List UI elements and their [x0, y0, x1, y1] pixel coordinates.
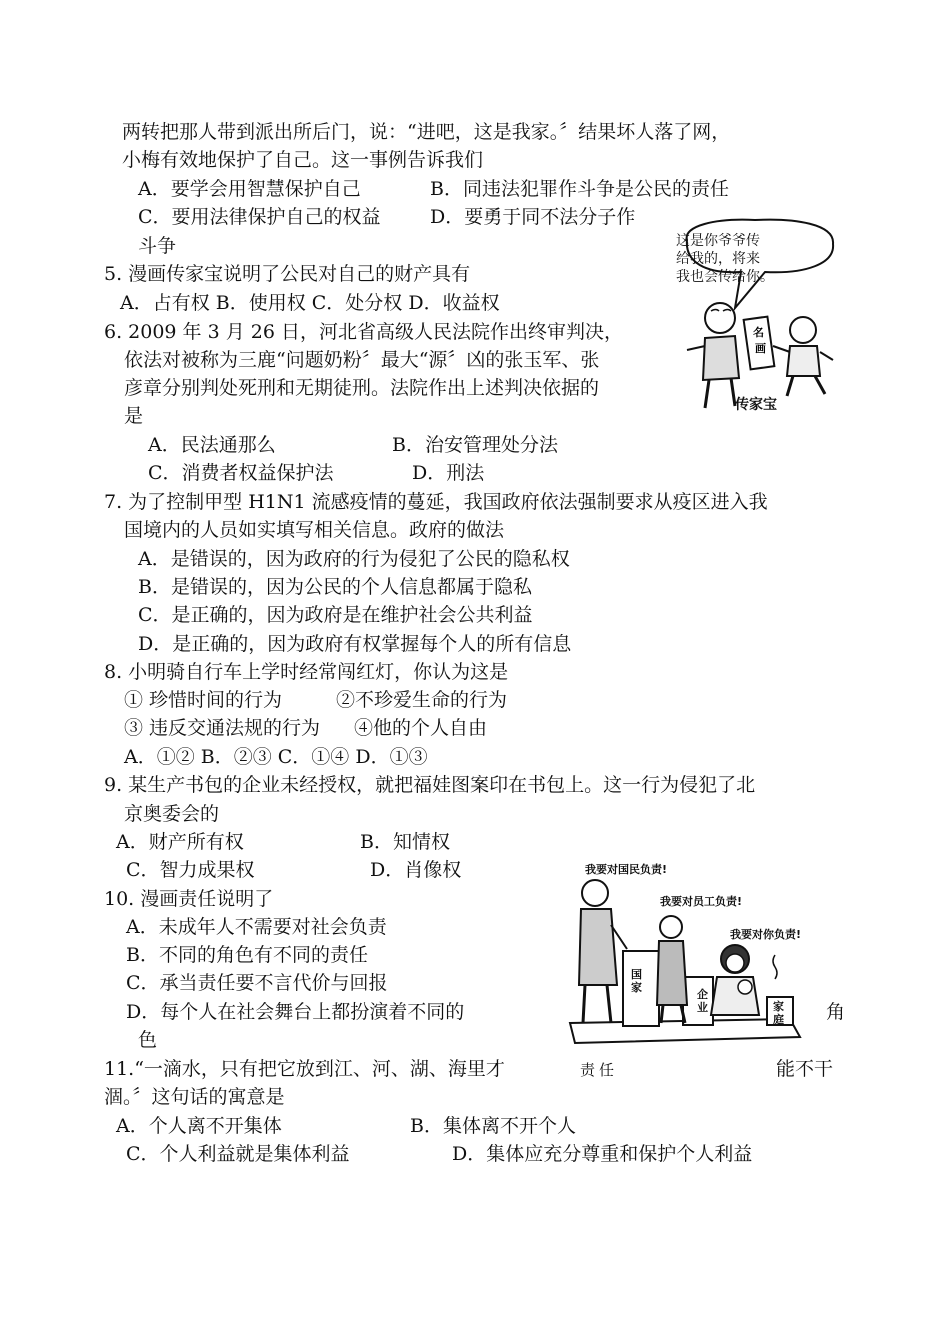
state-label-1: 国 — [631, 968, 642, 981]
child-head — [790, 317, 816, 343]
company-label-2: 业 — [697, 1001, 708, 1014]
q9-line2: 京奥委会的 — [124, 803, 220, 825]
responsibility-speech-3: 我要对你负责! — [730, 928, 802, 941]
family-label-1: 家 — [773, 1000, 784, 1013]
q8-stem: 8. 小明骑自行车上学时经常闯红灯，你认为这是 — [104, 661, 509, 683]
responsibility-caption: 责任 — [580, 1061, 619, 1079]
q10-option-d-continued: 色 — [138, 1029, 158, 1051]
q7-option-b: B．是错误的，因为公民的个人信息都属于隐私 — [138, 576, 532, 598]
q4-option-d-continued: 斗争 — [138, 235, 177, 257]
heirloom-speech-line2: 给我的，将来 — [676, 251, 760, 267]
baby-icon — [738, 980, 752, 994]
q5-options: A．占有权 B．使用权 C．处分权 D．收益权 — [120, 292, 500, 314]
q11-line1: 11.“一滴水，只有把它放到江、河、湖、海里才 — [104, 1058, 505, 1080]
q11-option-c: C．个人利益就是集体利益 — [126, 1143, 350, 1165]
q9-option-a: A．财产所有权 — [116, 831, 244, 853]
q11-option-d: D．集体应充分尊重和保护个人利益 — [452, 1143, 753, 1165]
q6-option-a: A．民法通那么 — [148, 434, 276, 456]
steam-icon — [773, 955, 777, 979]
q8-item-1: ① 珍惜时间的行为 — [124, 689, 283, 711]
state-label-2: 家 — [631, 981, 642, 994]
q6-option-d: D．刑法 — [412, 462, 485, 484]
state-figure-head — [582, 880, 608, 906]
father-body — [703, 336, 739, 380]
q7-option-a: A．是错误的，因为政府的行为侵犯了公民的隐私权 — [138, 548, 570, 570]
q10-stem: 10. 漫画责任说明了 — [104, 888, 274, 910]
q10-option-c: C．承当责任要不言代价与回报 — [126, 972, 388, 994]
q6-line3: 彦章分别判处死刑和无期徒刑。法院作出上述判决依据的 — [124, 377, 600, 399]
q7-option-c: C．是正确的，因为政府是在维护社会公共利益 — [138, 604, 533, 626]
q6-line4: 是 — [124, 405, 144, 427]
heirloom-speech-line3: 我也会传给你。 — [676, 269, 774, 285]
father-head — [705, 303, 735, 333]
q8-item-3: ③ 违反交通法规的行为 — [124, 717, 321, 739]
q4-option-d: D．要勇于同不法分子作 — [430, 206, 636, 228]
heirloom-caption: 传家宝 — [735, 397, 777, 413]
q4-line2: 小梅有效地保护了自己。这一事例告诉我们 — [122, 149, 484, 171]
q10-option-a: A．未成年人不需要对社会负责 — [126, 916, 387, 938]
state-figure-body — [579, 909, 617, 985]
family-label-2: 庭 — [773, 1013, 784, 1026]
q10-option-d: D．每个人在社会舞台上都扮演着不同的 — [126, 1001, 465, 1023]
q4-line1: 两转把那人带到派出所后门，说：“进吧，这是我家。〞结果坏人落了网， — [122, 121, 731, 143]
q11-option-a: A．个人离不开集体 — [116, 1115, 282, 1137]
responsibility-speech-2: 我要对员工负责! — [660, 895, 743, 908]
q8-options: A．①② B．②③ C．①④ D．①③ — [124, 746, 428, 768]
child-body — [787, 346, 820, 376]
q8-item-2: ②不珍爱生命的行为 — [336, 689, 508, 711]
q9-option-b: B．知情权 — [360, 831, 450, 853]
q6-line1: 6. 2009 年 3 月 26 日，河北省高级人民法院作出终审判决， — [104, 321, 623, 343]
q5-stem: 5. 漫画传家宝说明了公民对自己的财产具有 — [104, 263, 471, 285]
family-figure-head — [726, 954, 744, 972]
q9-option-c: C．智力成果权 — [126, 859, 255, 881]
q11-line1-tail: 能不干 — [776, 1058, 834, 1080]
q9-option-d: D．肖像权 — [370, 859, 462, 881]
q7-option-d: D．是正确的，因为政府有权掌握每个人的所有信息 — [138, 633, 572, 655]
q10-option-b: B．不同的角色有不同的责任 — [126, 944, 368, 966]
company-figure-head — [660, 916, 682, 938]
heirloom-speech-line1: 这是你爷爷传 — [676, 233, 760, 249]
q10-option-d-tail: 角 — [826, 1001, 846, 1023]
scroll-text-1: 名 — [753, 326, 764, 339]
q11-option-b: B．集体离不开个人 — [410, 1115, 576, 1137]
responsibility-speech-1: 我要对国民负责! — [585, 863, 668, 876]
q7-line1: 7. 为了控制甲型 H1N1 流感疫情的蔓延，我国政府依法强制要求从疫区进入我 — [104, 491, 768, 513]
family-figure-body — [711, 977, 759, 1015]
q4-option-c: C．要用法律保护自己的权益 — [138, 206, 381, 228]
q4-option-a: A．要学会用智慧保护自己 — [138, 178, 361, 200]
q6-line2: 依法对被称为三鹿“问题奶粉〞最大“源〞凶的张玉军、张 — [124, 349, 600, 371]
company-figure-body — [657, 941, 687, 1005]
q6-option-c: C．消费者权益保护法 — [148, 462, 334, 484]
scroll-text-2: 画 — [755, 342, 766, 355]
q8-item-4: ④他的个人自由 — [354, 717, 488, 739]
company-label-1: 企 — [697, 988, 708, 1001]
q4-option-b: B．同违法犯罪作斗争是公民的责任 — [430, 178, 729, 200]
q9-line1: 9. 某生产书包的企业未经授权，就把福娃图案印在书包上。这一行为侵犯了北 — [104, 774, 756, 796]
q6-option-b: B．治安管理处分法 — [392, 434, 558, 456]
q7-line2: 国境内的人员如实填写相关信息。政府的做法 — [124, 519, 505, 541]
q11-line2: 涸。〞这句话的寓意是 — [104, 1086, 285, 1108]
